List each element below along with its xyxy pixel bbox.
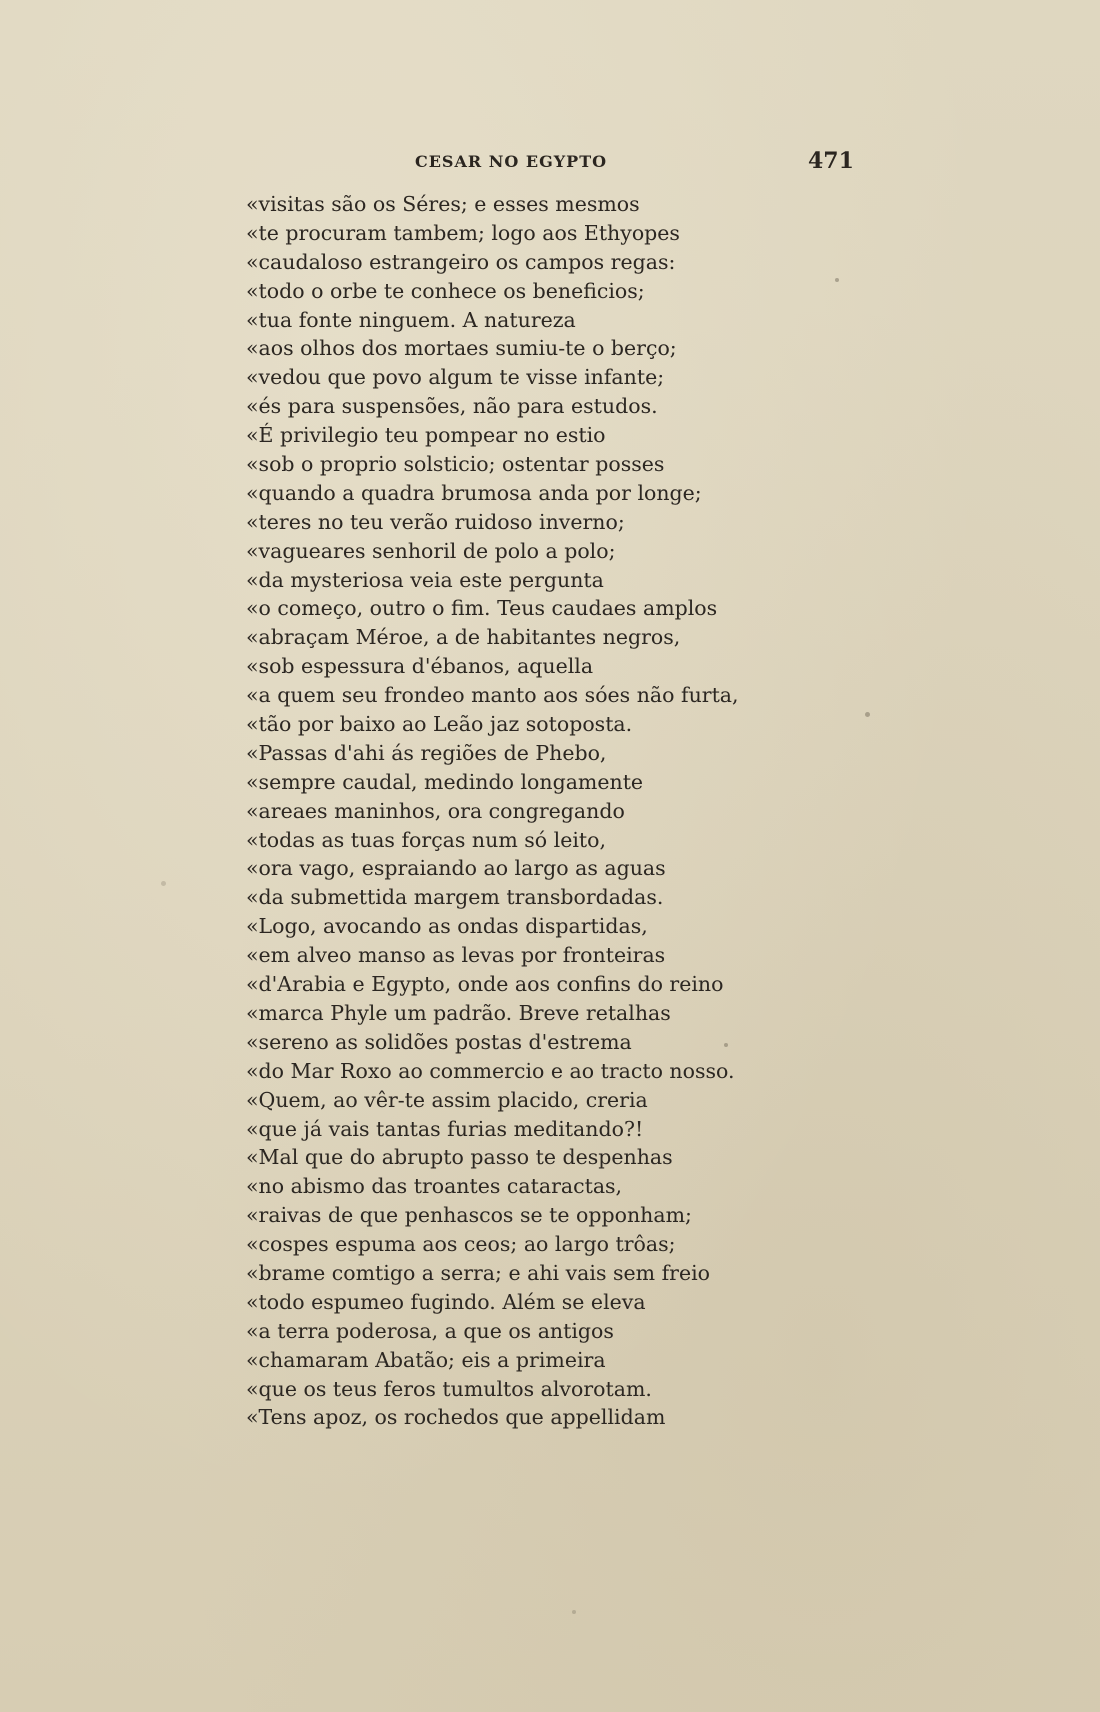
verse-line: «ora vago, espraiando ao largo as aguas — [246, 856, 666, 881]
verse-line: «raivas de que penhascos se te opponham; — [246, 1203, 692, 1228]
verse-line: «cospes espuma aos ceos; ao largo trôas; — [246, 1232, 676, 1257]
verse-line: «sereno as solidões postas d'estrema — [246, 1029, 632, 1054]
verse-line: «Quem, ao vêr-te assim placido, creria — [246, 1087, 648, 1112]
paper-speck — [865, 712, 870, 717]
verse-line: «a quem seu frondeo manto aos sóes não furta, — [246, 683, 739, 708]
verse-line: «da submettida margem transbordadas. — [246, 885, 664, 910]
verse-line: «abraçam Méroe, a de habitantes negros, — [246, 625, 681, 650]
verse-line: «caudaloso estrangeiro os campos regas: — [246, 249, 676, 274]
verse-line: «Logo, avocando as ondas dispartidas, — [246, 914, 648, 939]
verse-line: «no abismo das troantes cataractas, — [246, 1174, 623, 1199]
verse-line: «Passas d'ahi ás regiões de Phebo, — [246, 740, 607, 765]
verse-line: «te procuram tambem; logo aos Ethyopes — [246, 220, 680, 245]
verse-line: «o começo, outro o fim. Teus caudaes amplos — [246, 596, 718, 621]
verse-line: «todo o orbe te conhece os beneficios; — [246, 278, 645, 303]
verse-line: «aos olhos dos mortaes sumiu-te o berço; — [246, 336, 677, 361]
verse-line: «que os teus feros tumultos alvorotam. — [246, 1376, 652, 1401]
verse-line: «da mysteriosa veia este pergunta — [246, 567, 604, 592]
verse-line: «marca Phyle um padrão. Breve retalhas — [246, 1000, 671, 1025]
verse-line: «É privilegio teu pompear no estio — [246, 423, 606, 448]
verse-line: «todo espumeo fugindo. Além se eleva — [246, 1289, 646, 1314]
verse-line: «quando a quadra brumosa anda por longe; — [246, 480, 702, 505]
page-header — [0, 148, 1100, 178]
verse-line: «Tens apoz, os rochedos que appellidam — [246, 1405, 666, 1430]
verse-line: «sob o proprio solsticio; ostentar posses — [246, 452, 665, 477]
verse-line: «em alveo manso as levas por fronteiras — [246, 943, 666, 968]
verse-line: «teres no teu verão ruidoso inverno; — [246, 509, 625, 534]
verse-line: «do Mar Roxo ao commercio e ao tracto nosso. — [246, 1058, 735, 1083]
poem-text — [246, 190, 1046, 1432]
verse-line: «vagueares senhoril de polo a polo; — [246, 538, 616, 563]
paper-speck — [724, 1043, 728, 1047]
verse-line: «sob espessura d'ébanos, aquella — [246, 654, 594, 679]
verse-line: «vedou que povo algum te visse infante; — [246, 365, 665, 390]
verse-line: «és para suspensões, não para estudos. — [246, 394, 658, 419]
verse-line: «chamaram Abatão; eis a primeira — [246, 1347, 606, 1372]
verse-line: «visitas são os Séres; e esses mesmos — [246, 192, 640, 216]
paper-speck — [835, 278, 839, 282]
verse-line: «a terra poderosa, a que os antigos — [246, 1318, 614, 1343]
verse-line: «sempre caudal, medindo longamente — [246, 769, 644, 794]
running-title: CESAR NO EGYPTO — [415, 152, 608, 171]
page-number: 471 — [808, 148, 854, 174]
verse-line: «d'Arabia e Egypto, onde aos confins do reino — [246, 972, 724, 997]
paper-speck — [572, 1610, 576, 1614]
verse-line: «que já vais tantas furias meditando?! — [246, 1116, 644, 1141]
paper-speck — [161, 881, 166, 886]
verse-line: «brame comtigo a serra; e ahi vais sem freio — [246, 1260, 711, 1285]
verse-line: «Mal que do abrupto passo te despenhas — [246, 1145, 673, 1170]
verse-line: «tão por baixo ao Leão jaz sotoposta. — [246, 712, 633, 737]
verse-line: «tua fonte ninguem. A natureza — [246, 307, 576, 332]
verse-line: «todas as tuas forças num só leito, — [246, 827, 607, 852]
verse-line: «areaes maninhos, ora congregando — [246, 798, 625, 823]
